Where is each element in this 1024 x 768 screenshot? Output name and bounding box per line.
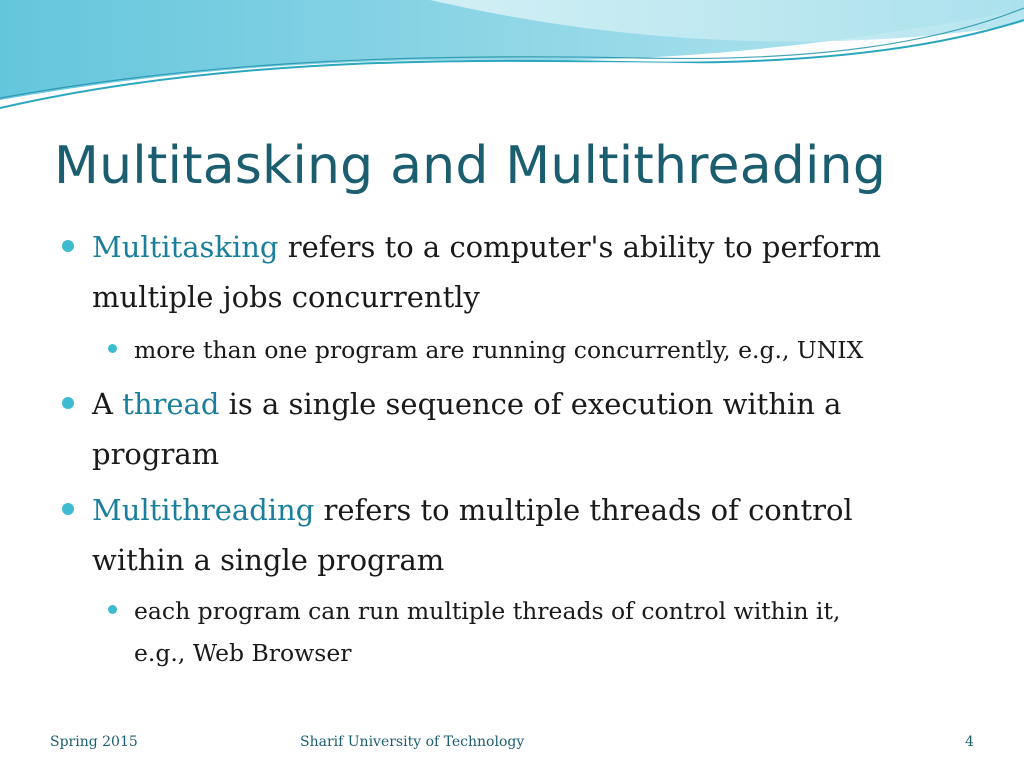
sub-bullet-dot-icon xyxy=(108,605,117,614)
highlight-term: thread xyxy=(122,387,220,421)
bullet-multitasking xyxy=(92,222,972,322)
footer-date: Spring 2015 xyxy=(50,734,138,750)
bullet-line: multiple jobs concurrently xyxy=(92,280,480,314)
bullet-line xyxy=(92,222,972,272)
bullet-line xyxy=(92,485,972,535)
slide-title: Multitasking and Multithreading xyxy=(54,136,887,196)
slide-number: 4 xyxy=(965,734,974,750)
bullet-multithreading xyxy=(92,485,972,585)
sub-bullet-text: e.g., Web Browser xyxy=(134,639,352,667)
bullet-dot-icon xyxy=(62,397,74,409)
bullet-dot-icon xyxy=(62,240,74,252)
bullet-line: program xyxy=(92,437,220,471)
sub-bullet-text: more than one program are running concurrently, e.g., UNIX xyxy=(134,336,864,364)
sub-bullet-unix xyxy=(134,329,964,371)
bullet-thread xyxy=(92,379,972,479)
bullet-line xyxy=(92,379,972,429)
bullet-line: within a single program xyxy=(92,543,445,577)
bullet-text: refers to a computer's ability to perform xyxy=(278,230,882,264)
highlight-term: Multitasking xyxy=(92,230,279,264)
sub-bullet-web-browser xyxy=(134,590,964,674)
bullet-text: is a single sequence of execution within a xyxy=(219,387,842,421)
sub-bullet-dot-icon xyxy=(108,344,117,353)
bullet-text: refers to multiple threads of control xyxy=(314,493,853,527)
sub-bullet-text: each program can run multiple threads of control within it, xyxy=(134,597,841,625)
bullet-dot-icon xyxy=(62,503,74,515)
footer-institution: Sharif University of Technology xyxy=(300,734,525,750)
highlight-term: Multithreading xyxy=(92,493,315,527)
bullet-prefix: A xyxy=(92,387,123,421)
